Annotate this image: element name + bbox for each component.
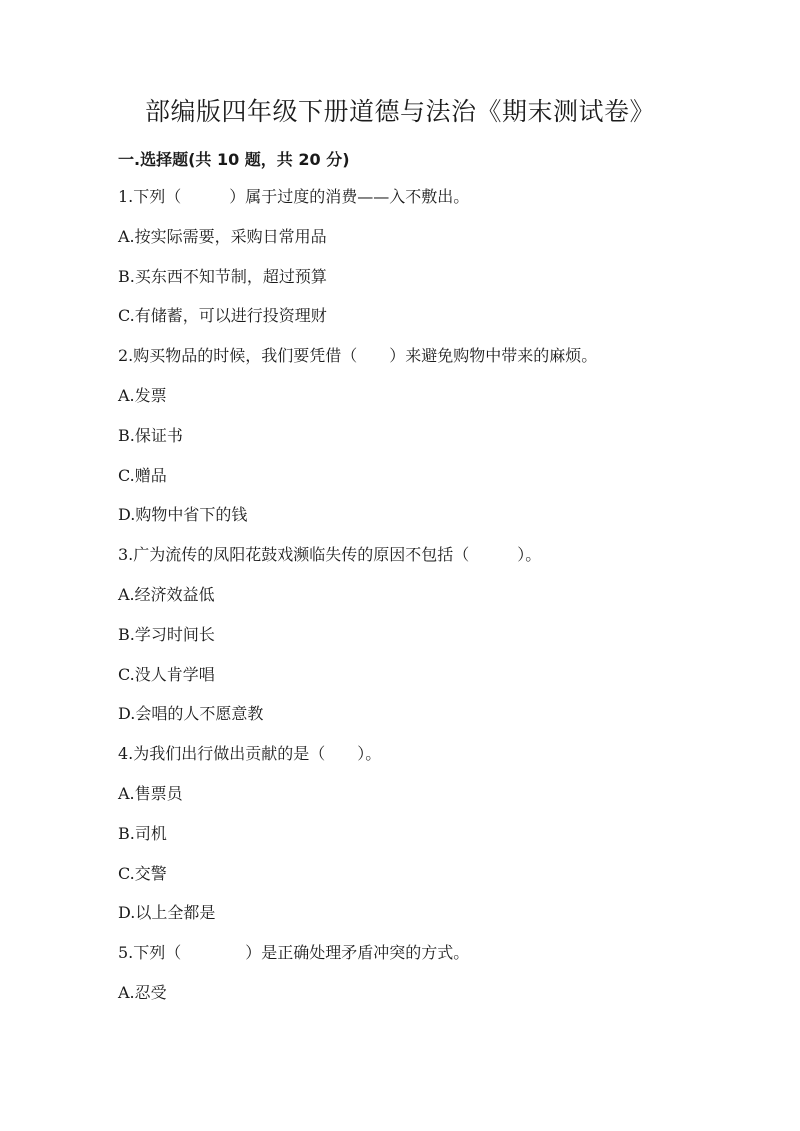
question-4: 4.为我们出行做出贡献的是（ ）。 <box>118 744 382 764</box>
question-4-option-b: B.司机 <box>118 823 167 843</box>
question-5: 5.下列（ ）是正确处理矛盾冲突的方式。 <box>118 943 470 963</box>
question-1-option-c: C.有储蓄，可以进行投资理财 <box>118 306 327 326</box>
question-3-option-d: D.会唱的人不愿意教 <box>118 704 264 724</box>
document-title: 部编版四年级下册道德与法治《期末测试卷》 <box>144 97 655 126</box>
question-3-option-c: C.没人肯学唱 <box>118 664 215 684</box>
question-2: 2.购买物品的时候，我们要凭借（ ）来避免购物中带来的麻烦。 <box>118 346 598 366</box>
question-3-option-b: B.学习时间长 <box>118 624 215 644</box>
question-1: 1.下列（ ）属于过度的消费——入不敷出。 <box>118 187 470 206</box>
question-2-option-c: C.赠品 <box>118 465 167 485</box>
question-list <box>118 183 758 1019</box>
question-2-option-b: B.保证书 <box>118 425 183 445</box>
question-1-option-a: A.按实际需要，采购日常用品 <box>118 226 327 246</box>
question-2-option-a: A.发票 <box>118 385 167 405</box>
section-heading: 一.选择题(共 10 题，共 20 分) <box>118 150 350 169</box>
question-5-option-a: A.忍受 <box>118 982 167 1002</box>
question-4-option-d: D.以上全都是 <box>118 903 216 923</box>
question-1-option-b: B.买东西不知节制，超过预算 <box>118 266 327 286</box>
question-4-option-c: C.交警 <box>118 863 167 883</box>
question-3: 3.广为流传的凤阳花鼓戏濒临失传的原因不包括（ ）。 <box>118 545 542 565</box>
question-3-option-a: A.经济效益低 <box>118 584 215 604</box>
question-2-option-d: D.购物中省下的钱 <box>118 505 248 525</box>
question-4-option-a: A.售票员 <box>118 783 183 803</box>
